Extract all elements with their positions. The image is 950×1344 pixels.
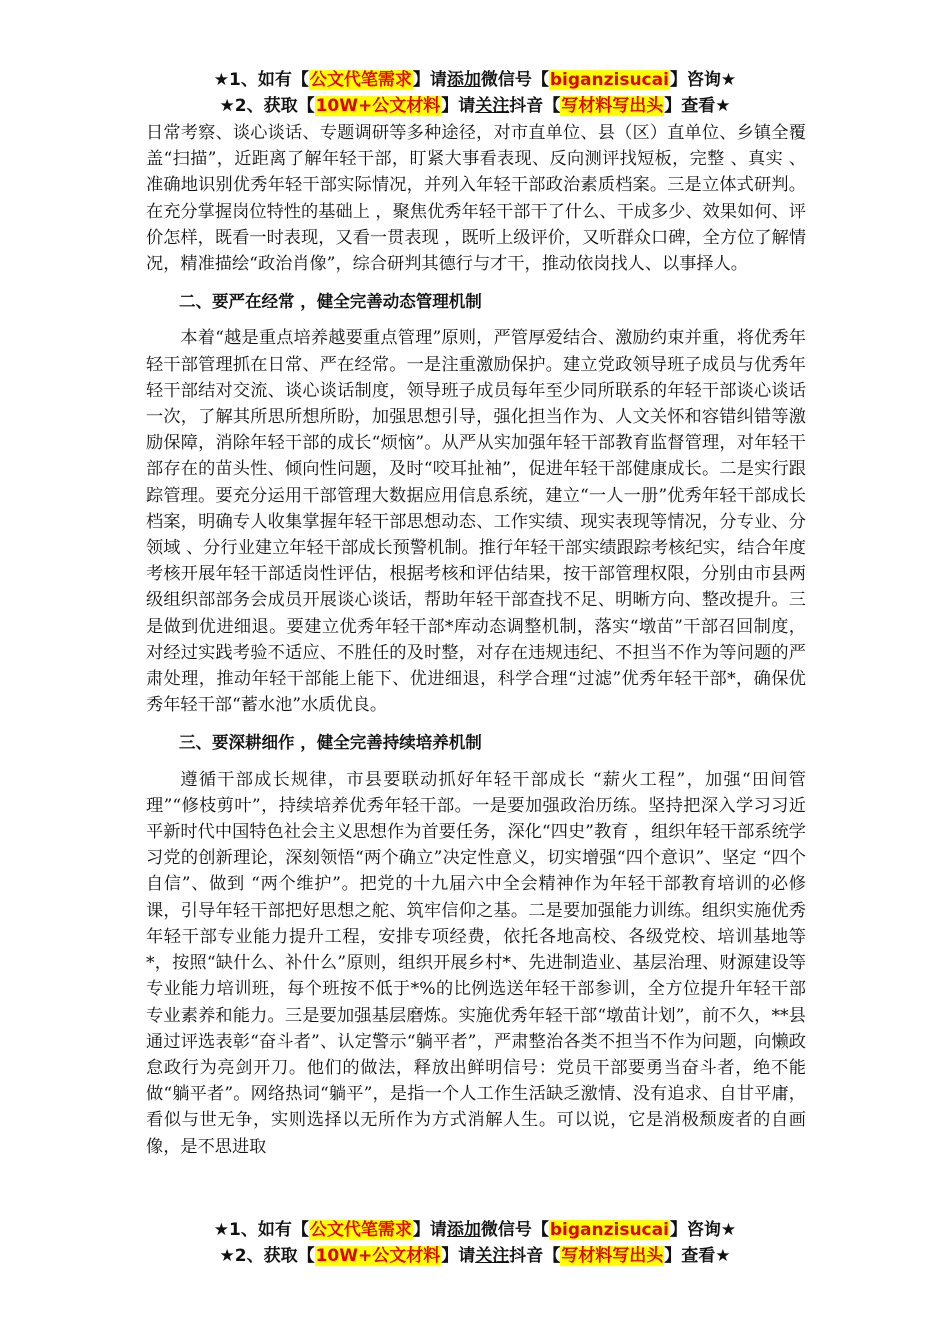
highlight-materials: 10W+公文材料 [315,1246,441,1266]
highlight-douyin: 写材料写出头 [561,1246,664,1266]
banner-bottom-line2: ★2、获取【10W+公文材料】请关注抖音【写材料写出头】查看★ [219,1246,731,1266]
paragraph-intro: 日常考察、谈心谈话、专题调研等多种途径，对市直单位、县（区）直单位、乡镇全覆盖“扫描”，近距离了解年轻干部，盯紧大事看表现、反向测评找短板，完整 、真实 、准确地识别优秀年轻干部实际情况，并列入年轻干部政治素质档案。三是立体式研判。在充分掌握岗位特性的基础上 ，聚焦优秀年轻干部干了什么、干成多少、效果如何、评价怎样，既看一时表现，又看一贯表现 ，既听上级评价，又听群众口碑，全方位了解情况，精准描绘“政治肖像”，综合研判其德行与才干，推动依岗找人、以事择人。 [146,123,806,275]
highlight-ghostwriting: 公文代笔需求 [309,70,412,90]
banner-top-line1: ★1、如有【公文代笔需求】请添加微信号【biganzisucai】咨询★ [213,70,737,90]
highlight-ghostwriting: 公文代笔需求 [309,1220,412,1240]
paragraph-section-2: 本着“越是重点培养越要重点管理”原则，严管厚爱结合、激励约束并重，将优秀年轻干部管理抓在日常、严在经常。一是注重激励保护。建立党政领导班子成员与优秀年轻干部结对交流、谈心谈话制度，领导班子成员每年至少同所联系的年轻干部谈心谈话一次，了解其所思所想所盼，加强思想引导，强化担当作为、人文关怀和容错纠错等激励保障，消除年轻干部的成长“烦恼”。从严从实加强年轻干部教育监督管理，对年轻干部存在的苗头性、倾向性问题，及时“咬耳扯袖”，促进年轻干部健康成长。二是实行跟踪管理。要充分运用干部管理大数据应用信息系统，建立“一人一册”优秀年轻干部成长档案，明确专人收集掌握年轻干部思想动态、工作实绩、现实表现等情况，分专业、分领域 、分行业建立年轻干部成长预警机制。推行年轻干部实绩跟踪考核纪实，结合年度考核开展年轻干部适岗性评估，根据考核和评估结果，按干部管理权限，分别由市县两级组织部部务会成员开展谈心谈话，帮助年轻干部查找不足、明晰方向、整改提升。三是做到优进细退。要建立优秀年轻干部*库动态调整机制，落实“墩苗”干部召回制度，对经过实践考验不适应、不胜任的及时整，对存在违规违纪、不担当不作为等问题的严肃处理，推动年轻干部能上能下、优进细退，科学合理“过滤”优秀年轻干部*，确保优秀年轻干部“蓄水池”水质优良。 [146,328,806,716]
highlight-wechat-id: biganzisucai [549,1220,669,1240]
highlight-materials: 10W+公文材料 [315,96,441,116]
document-body [146,120,806,1160]
section-heading-2: 二、要严在经常 ，健全完善动态管理机制 [179,292,482,312]
highlight-douyin: 写材料写出头 [561,96,664,116]
banner-top-line2: ★2、获取【10W+公文材料】请关注抖音【写材料写出头】查看★ [219,96,731,116]
highlight-wechat-id: biganzisucai [549,70,669,90]
section-heading-3: 三、要深耕细作 ，健全完善持续培养机制 [179,733,482,753]
paragraph-section-3: 遵循干部成长规律，市县要联动抓好年轻干部成长 “薪火工程”，加强“田间管理”“修枝剪叶”，持续培养优秀年轻干部。一是要加强政治历练。坚持把深入学习习近平新时代中国特色社会主义思想作为首要任务，深化“四史”教育 ，组织年轻干部系统学习党的创新理论，深刻领悟“两个确立”决定性意义，切实增强“四个意识”、坚定 “四个自信”、做到 “两个维护”。把党的十九届六中全会精神作为年轻干部教育培训的必修课，引导年轻干部把好思想之舵、筑牢信仰之基。二是要加强能力训练。组织实施优秀年轻干部专业能力提升工程，安排专项经费，依托各地高校、各级党校、培训基地等*，按照“缺什么、补什么”原则，组织开展乡村*、先进制造业、基层治理、财源建设等专业能力培训班，每个班按不低于*%的比例选送年轻干部参训，全方位提升年轻干部专业素养和能力。三是要加强基层磨炼。实施优秀年轻干部“墩苗计划”，前不久，**县通过评选表彰“奋斗者”、认定警示“躺平者”，严肃整治各类不担当不作为问题，向懒政怠政行为亮剑开刀。他们的做法，释放出鲜明信号：党员干部要勇当奋斗者，绝不能做“躺平者”。网络热词“躺平”，是指一个人工作生活缺乏激情、没有追求、自甘平庸，看似与世无争，实则选择以无所作为方式消解人生。可以说，它是消极颓废者的自画像，是不思进取 [146,769,806,1157]
banner-bottom-line1: ★1、如有【公文代笔需求】请添加微信号【biganzisucai】咨询★ [213,1220,737,1240]
